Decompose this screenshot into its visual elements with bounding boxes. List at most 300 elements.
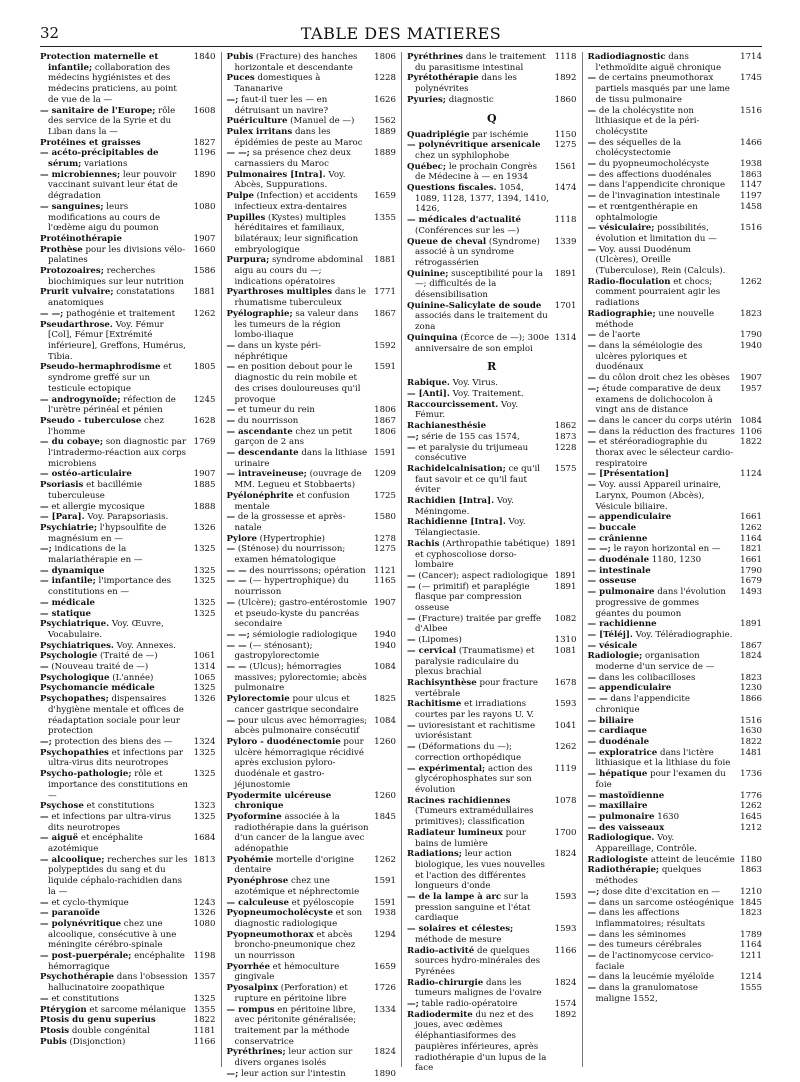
index-entry	[588, 865, 763, 886]
page-reference: 1860	[554, 94, 577, 105]
index-entry	[407, 378, 577, 389]
page-reference: 1892	[554, 1009, 577, 1020]
index-text: (— hypertrophique) du nourrisson	[234, 576, 349, 598]
index-term: —	[407, 742, 416, 753]
index-term: —	[226, 512, 236, 523]
index-entry	[588, 619, 763, 630]
index-term: — —;	[587, 544, 611, 555]
index-entry	[40, 502, 216, 513]
index-term: — médicales d'actualité	[407, 215, 521, 226]
index-text: Voy. Traitement.	[449, 388, 524, 399]
page-reference: 1661	[740, 512, 762, 523]
index-entry	[40, 801, 216, 812]
index-text: quelques méthodes	[595, 865, 702, 887]
page-reference: 1562	[374, 116, 396, 127]
index-entry	[407, 73, 577, 94]
index-text: sa présence chez deux carnassiers du Maroc	[234, 148, 351, 170]
index-term: Questions fiscales.	[407, 183, 497, 194]
index-text: et syndrome greffé sur un testicule ectopique	[48, 362, 172, 394]
index-term: —	[587, 180, 597, 191]
index-text: (Cancer); aspect radiologique	[415, 570, 548, 581]
index-text: Voy. Téléradiographie.	[632, 629, 733, 640]
page-number: 32	[40, 24, 60, 42]
index-text: leur action biologique, les vues nouvelles et l'action des différentes longueurs d'onde	[415, 849, 545, 892]
index-text: et son diagnostic radiologique	[234, 908, 363, 929]
index-text: recherches biochimiques sur leur nutrition	[48, 266, 184, 287]
index-term: —	[587, 73, 597, 84]
index-text: (Fracture) des hanches horizontale et descendante	[234, 52, 358, 73]
index-entry	[407, 946, 577, 978]
index-term: — post-puerpérale;	[40, 951, 132, 962]
index-text: en position debout pour le diagnostic du rein mobile et des crises douloureuses qu'il provoque	[234, 362, 361, 405]
index-entry	[227, 127, 397, 148]
index-text: (Syndrome) associé à un syndrome rétrogassérien	[415, 236, 540, 268]
index-term: Psychose	[40, 801, 84, 812]
page-reference: 1593	[554, 892, 577, 903]
page-reference: 1891	[554, 268, 577, 279]
index-text: du nez et des joues, avec œdèmes éléphantiasiformes des paupières inférieures, après radiothérapie d'un lupus de la face	[415, 1009, 547, 1074]
page-reference: 1701	[554, 300, 577, 311]
index-term: —	[226, 715, 236, 726]
index-term: Pyuries;	[407, 94, 446, 105]
page-reference: 1198	[193, 951, 216, 962]
index-entry	[407, 443, 577, 464]
page-reference: 1888	[193, 501, 216, 512]
index-entry	[588, 106, 763, 138]
page-header	[40, 22, 762, 47]
index-entry	[40, 566, 216, 577]
index-term: —	[587, 972, 597, 983]
index-text: indications de la malariathérapie en —	[48, 544, 143, 566]
index-entry	[588, 972, 763, 983]
page-reference: 1940	[740, 340, 762, 351]
index-term: —	[587, 908, 597, 919]
index-text: Voy. Télangiectasie.	[415, 517, 526, 539]
page-reference: 1659	[374, 961, 396, 972]
index-text: dans l'évolution progressive de gommes géantes du poumon	[595, 587, 726, 619]
page-reference: 1124	[740, 469, 762, 480]
index-entry	[588, 180, 763, 191]
index-entry	[407, 215, 577, 236]
index-term: Radiographie;	[587, 308, 656, 319]
index-entry	[40, 266, 216, 287]
index-entry	[227, 52, 397, 73]
index-term: —	[587, 137, 597, 148]
index-text: (Tumeurs extramédullaires primitives); classification	[415, 806, 534, 828]
index-text: et hémoculture gingivale	[234, 961, 340, 983]
index-entry	[588, 673, 763, 684]
page-reference: 1262	[740, 801, 762, 812]
index-text: rôle et importance des constitutions en —	[48, 769, 188, 801]
index-text: étude comparative de deux examens de dolichocolon à vingt ans de distance	[595, 383, 721, 416]
index-text: (Traité de —)	[97, 651, 158, 662]
index-text: réfection de l'urètre périnéal et pénien	[48, 394, 176, 416]
index-entry	[40, 1026, 216, 1037]
index-term: Psychologique	[40, 672, 110, 683]
index-text: associée à la radiothérapie dans la guérison d'un cancer de la langue avec adénopathie	[234, 811, 369, 855]
index-column-1	[40, 52, 221, 1067]
page-reference: 1823	[740, 672, 762, 683]
index-text: Voy. Parapsoriasis.	[84, 512, 169, 523]
index-entry	[40, 512, 216, 523]
index-text: pour l'examen du foie	[595, 769, 726, 790]
index-entry	[40, 598, 216, 609]
index-term: Quinine;	[407, 268, 449, 279]
index-text: collaboration des médecins hygiénistes et des médecins praticiens, au point de vue de la —	[48, 62, 177, 105]
index-text: dans les polynévrites	[415, 73, 517, 95]
page-reference: 1726	[374, 983, 396, 994]
page-reference: 1938	[740, 159, 762, 170]
index-text: (Déformations du —); correction orthopédique	[415, 742, 522, 763]
index-entry	[588, 330, 763, 341]
index-term: Quadriplégie	[407, 129, 470, 140]
page-reference: 1245	[193, 394, 216, 405]
page-reference: 1166	[554, 945, 577, 956]
page-reference: 1230	[740, 683, 762, 694]
index-term: — de la lampe à arc	[407, 892, 502, 903]
index-entry	[588, 534, 763, 545]
index-term: — duodénale	[587, 737, 650, 747]
page-reference: 1821	[740, 544, 762, 555]
index-entry	[227, 405, 397, 416]
index-term: Protozoaires;	[40, 266, 104, 277]
index-text: dans l'appendicite chronique	[595, 694, 690, 715]
page-reference: 1940	[374, 629, 396, 640]
index-entry	[588, 630, 763, 641]
index-text: dose dite d'excitation en —	[599, 886, 720, 897]
page-reference: 1080	[193, 918, 216, 929]
index-entry	[227, 95, 397, 116]
index-entry	[227, 191, 397, 212]
index-text: et paralysie du trijumeau consécutive	[415, 442, 529, 464]
index-term: Pulmonaires [Intra].	[226, 169, 326, 180]
index-term: — osseuse	[587, 576, 637, 587]
index-text: dans un sarcome ostéogénique	[596, 897, 734, 908]
index-term: Pyoformine	[226, 811, 282, 822]
index-text: pathogénie et traitement	[63, 308, 176, 319]
page-reference: 1325	[193, 544, 216, 555]
index-entry	[407, 539, 577, 571]
index-term: — duodénale	[587, 555, 650, 566]
index-text: (L'année)	[109, 672, 154, 683]
index-entry	[227, 416, 397, 427]
index-term: Racines rachidiennes	[407, 795, 511, 806]
index-entry	[407, 678, 577, 699]
page-reference: 1164	[740, 940, 762, 951]
index-text: dans les affections inflammatoires; résultats	[595, 908, 705, 929]
index-term: Radiologiste	[587, 854, 648, 865]
index-term: —;	[407, 999, 419, 1010]
index-text: constatations anatomiques	[48, 287, 175, 309]
page-reference: 1626	[374, 94, 396, 105]
index-term: Pylorectomie	[226, 694, 290, 705]
page-reference: 1866	[740, 694, 762, 705]
index-term: Pyélonéphrite	[226, 490, 294, 501]
index-entry	[588, 277, 763, 309]
page-reference: 1326	[193, 908, 216, 919]
index-entry	[227, 427, 397, 448]
index-term: — maxillaire	[587, 801, 648, 812]
index-text: (Écorce de —); 300e anniversaire de son emploi	[415, 332, 550, 354]
page-reference: 1776	[740, 790, 762, 801]
page-reference: 1228	[374, 73, 396, 84]
page-reference: 1940	[374, 640, 396, 651]
page-reference: 1840	[193, 52, 216, 62]
index-text: (Ulcère); gastro-entérostomie et pseudo-kyste du pancréas secondaire	[234, 597, 368, 630]
index-term: — vésiculaire;	[587, 223, 655, 234]
index-entry	[227, 255, 397, 287]
page-reference: 1823	[740, 908, 762, 919]
index-text: associés dans le traitement du zona	[415, 311, 548, 333]
index-term: —	[587, 340, 597, 351]
page-reference: 1211	[740, 951, 762, 962]
page-reference: 1326	[193, 522, 216, 533]
page-reference: 1661	[740, 555, 762, 566]
index-term: Prurit vulvaire;	[40, 287, 114, 298]
index-entry	[407, 721, 577, 742]
index-entry	[588, 683, 763, 694]
index-text: (— primitif) et paraplégie flasque par compression osseuse	[415, 581, 530, 614]
index-entry	[588, 716, 763, 727]
page-reference: 1334	[374, 1004, 396, 1015]
index-text: (— sténosant); gastropylorectomie	[234, 640, 320, 662]
index-entry	[40, 245, 216, 266]
index-entry	[588, 566, 763, 577]
index-entry	[40, 544, 216, 565]
index-term: Radio-floculation	[587, 276, 671, 287]
page-reference: 1863	[740, 865, 762, 876]
index-term: Pulex irritans	[226, 126, 293, 137]
index-term: Protection maternelle et infantile;	[40, 52, 159, 73]
index-term: — polynévritique	[40, 918, 122, 929]
index-term: —	[226, 544, 236, 555]
index-text: l'importance des constitutions en —	[48, 576, 172, 598]
index-entry	[227, 362, 397, 405]
index-term: —	[587, 951, 597, 962]
index-entry	[588, 940, 763, 951]
page-reference: 1209	[374, 469, 396, 480]
index-text: uvioresistant et rachitisme uviorésistant	[415, 720, 536, 742]
index-term: —	[407, 720, 416, 731]
page-reference: 1806	[374, 405, 396, 416]
index-term: Radiations;	[407, 849, 462, 860]
index-entry	[588, 469, 763, 480]
page-reference: 1591	[374, 897, 396, 908]
page-reference: 1593	[554, 924, 577, 935]
index-columns	[40, 52, 762, 1079]
index-entry	[40, 437, 216, 469]
page-reference: 1084	[740, 415, 762, 426]
index-term: — —	[226, 565, 247, 576]
index-text: susceptibilité pour la —; difficultés de la désensibilisation	[415, 268, 544, 301]
index-entry	[227, 962, 397, 983]
index-term: — ostéo-articulaire	[40, 469, 132, 480]
index-entry	[40, 694, 216, 737]
index-text: (Manuel de —)	[287, 116, 355, 127]
index-term: — alcoolique;	[40, 854, 105, 865]
index-text: organisation moderne d'un service de —	[595, 651, 715, 673]
index-text: Voy. Méningome.	[415, 496, 514, 517]
index-entry	[40, 523, 216, 544]
page-reference: 1080	[193, 201, 216, 212]
index-entry	[588, 523, 763, 534]
index-term: Purpura;	[226, 255, 270, 266]
index-entry	[40, 662, 216, 673]
index-text: encéphalite hémorragique	[48, 951, 185, 972]
index-text: méthode de mesure	[415, 934, 502, 945]
page-reference: 1325	[193, 608, 216, 619]
index-term: Pyréthrines;	[226, 1047, 286, 1058]
index-term: —	[226, 340, 236, 351]
index-term: —	[40, 993, 49, 1004]
index-entry	[588, 823, 763, 834]
index-entry	[40, 138, 216, 149]
index-entry	[227, 148, 397, 169]
index-text: 1630	[654, 811, 680, 822]
index-text: et confusion mentale	[234, 490, 350, 512]
page-reference: 1891	[740, 619, 762, 630]
page-reference: 1243	[193, 897, 216, 908]
index-entry	[588, 769, 763, 790]
index-term: — cervical	[407, 645, 457, 656]
index-term: Rachitisme	[407, 699, 462, 710]
index-term: — du cobaye;	[40, 437, 104, 448]
index-text: et irradiations courtes par les rayons U. V.	[415, 699, 535, 721]
index-entry	[227, 341, 397, 362]
page-reference: 1180	[740, 854, 762, 865]
index-term: —	[407, 570, 416, 581]
page-reference: 1106	[740, 426, 762, 437]
page-reference: 1325	[193, 576, 216, 587]
index-term: Pubis	[40, 1036, 67, 1047]
index-term: Queue de cheval	[407, 236, 487, 247]
index-entry	[227, 737, 397, 791]
index-text: le rayon horizontal en —	[610, 544, 721, 555]
index-entry	[588, 544, 763, 555]
index-entry	[588, 983, 763, 1004]
index-entry	[407, 333, 577, 354]
index-term: Rachis	[407, 538, 440, 549]
index-term: — solaires et célestes;	[407, 924, 514, 935]
page-reference: 1357	[193, 972, 216, 983]
index-entry	[588, 138, 763, 159]
page-reference: 1065	[193, 672, 216, 683]
page-reference: 1659	[374, 191, 396, 202]
index-term: —	[407, 613, 416, 624]
index-entry	[40, 362, 216, 394]
index-entry	[40, 619, 216, 640]
page-reference: 1181	[193, 1025, 216, 1036]
index-text: Voy. Œuvre, Vocabulaire.	[48, 619, 164, 640]
index-term: —	[587, 940, 597, 951]
page-reference: 1339	[554, 236, 577, 247]
index-entry	[40, 469, 216, 480]
page-reference: 1881	[374, 255, 396, 266]
page-reference: 1890	[374, 1068, 396, 1079]
page-reference: 1041	[554, 720, 577, 731]
index-entry	[40, 287, 216, 308]
index-text: sur la pression sanguine et l'état cardiaque	[415, 892, 531, 924]
page-reference: 1516	[740, 223, 762, 234]
page-reference: 1890	[193, 169, 216, 180]
index-term: —	[587, 159, 597, 170]
page-reference: 1118	[554, 52, 577, 62]
index-term: Psychopathies	[40, 747, 109, 758]
index-entry	[588, 748, 763, 769]
index-entry	[588, 726, 763, 737]
index-entry	[40, 576, 216, 597]
index-term: Pyopneumothorax	[226, 929, 314, 940]
page-reference: 1262	[374, 854, 396, 865]
index-text: chez l'homme	[48, 415, 165, 437]
index-text: du pyopneumocholécyste	[596, 159, 710, 170]
index-term: — —;	[40, 308, 64, 319]
index-entry	[40, 416, 216, 437]
index-text: 1180, 1230	[649, 555, 702, 566]
index-entry	[227, 73, 397, 94]
index-entry	[227, 908, 397, 929]
index-text: pour ulcère hémorragique récidivé après exclusion pyloro-duodénale et gastro-jéjunostomie	[234, 737, 364, 790]
index-entry	[588, 812, 763, 823]
index-text: Voy. Fémur [Col], Fémur [Extrémité inférieure], Greffons, Humérus, Tibia.	[48, 319, 186, 362]
page-reference: 1867	[374, 308, 396, 319]
index-term: Psychopathes;	[40, 694, 109, 705]
index-term: — rachidienne	[587, 619, 657, 630]
index-entry	[407, 162, 577, 183]
index-term: — vésicale	[587, 640, 638, 651]
index-term: Pyélographie;	[226, 308, 293, 319]
index-term: —	[587, 426, 597, 437]
index-term: Quinine-Salicylate de soude	[407, 300, 542, 311]
index-term: —	[587, 169, 597, 180]
page-reference: 1324	[193, 737, 216, 747]
index-text: de la grossesse et après-natale	[234, 512, 346, 533]
index-term: Psychothérapie	[40, 972, 115, 983]
index-text: dans l'appendicite chronique	[596, 180, 726, 191]
index-entry	[407, 400, 577, 421]
index-term: Puériculture	[226, 116, 288, 127]
index-entry	[227, 812, 397, 855]
index-text: dans l'obsession hallucinatoire zoopathique	[48, 972, 188, 994]
index-text: Voy. Annexes.	[113, 640, 176, 651]
index-entry	[588, 833, 763, 854]
index-text: (Hypertrophie)	[256, 533, 326, 544]
index-entry	[40, 234, 216, 245]
index-entry	[227, 930, 397, 962]
index-term: Puces	[226, 73, 255, 84]
index-text: et allergie mycosique	[48, 501, 145, 512]
index-term: — microbiennes;	[40, 169, 121, 180]
index-entry	[227, 491, 397, 512]
index-term: — acéto-précipitables de sérum;	[40, 148, 159, 170]
page-reference: 1082	[554, 613, 577, 624]
index-entry	[407, 421, 577, 432]
index-term: — —	[226, 576, 247, 587]
index-term: — [Anti].	[407, 388, 450, 399]
index-entry	[407, 764, 577, 796]
index-term: —	[587, 244, 597, 255]
index-text: dans la lithiase urinaire	[234, 448, 368, 469]
index-entry	[40, 812, 216, 833]
page-reference: 1164	[740, 533, 762, 544]
index-term: — —	[226, 640, 247, 651]
index-text: dans les tumeurs malignes de l'ovaire	[415, 977, 542, 999]
index-entry	[40, 52, 216, 106]
index-text: et constitutions	[48, 993, 120, 1004]
index-term: Ptérygion	[40, 1004, 87, 1015]
page-reference: 1516	[740, 715, 762, 726]
index-entry	[40, 641, 216, 652]
